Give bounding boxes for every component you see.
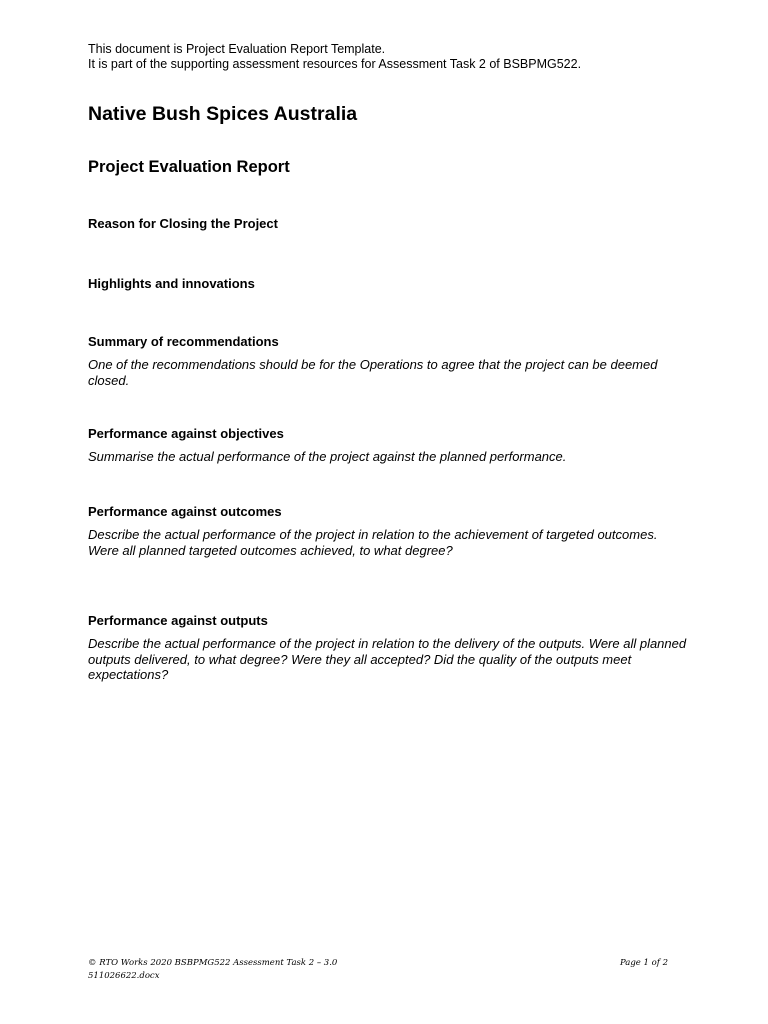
section-heading-objectives: Performance against objectives <box>88 426 284 441</box>
section-heading-outputs: Performance against outputs <box>88 613 268 628</box>
footer-filename: 511026622.docx <box>88 971 160 981</box>
page-footer <box>88 957 668 983</box>
section-description-outcomes: Describe the actual performance of the project in relation to the achievement of targeted outcomes. Were all planned targeted outcomes achieved, to what degree? <box>88 527 658 558</box>
section-heading-outcomes: Performance against outcomes <box>88 504 282 519</box>
section-heading-recommendations: Summary of recommendations <box>88 334 279 349</box>
intro-line-2: It is part of the supporting assessment resources for Assessment Task 2 of BSBPMG522. <box>88 57 582 71</box>
section-description-outputs: Describe the actual performance of the project in relation to the delivery of the outputs. Were all planned outputs delivered, to what degree? Were they all accepted? Did the quality of the outputs meet expectations? <box>88 636 687 682</box>
document-intro <box>88 42 581 72</box>
section-description-recommendations: One of the recommendations should be for the Operations to agree that the project can be deemed closed. <box>88 357 658 388</box>
intro-line-1: This document is Project Evaluation Report Template. <box>88 42 386 56</box>
report-title: Project Evaluation Report <box>88 158 290 176</box>
footer-left <box>88 957 668 983</box>
company-name: Native Bush Spices Australia <box>88 103 358 125</box>
footer-copyright: © RTO Works 2020 BSBPMG522 Assessment Task 2 – 3.0 <box>88 958 338 968</box>
section-heading-reason: Reason for Closing the Project <box>88 216 278 231</box>
section-description-objectives: Summarise the actual performance of the project against the planned performance. <box>88 449 567 464</box>
section-heading-highlights: Highlights and innovations <box>88 276 255 291</box>
footer-page-number: Page 1 of 2 <box>619 958 668 968</box>
